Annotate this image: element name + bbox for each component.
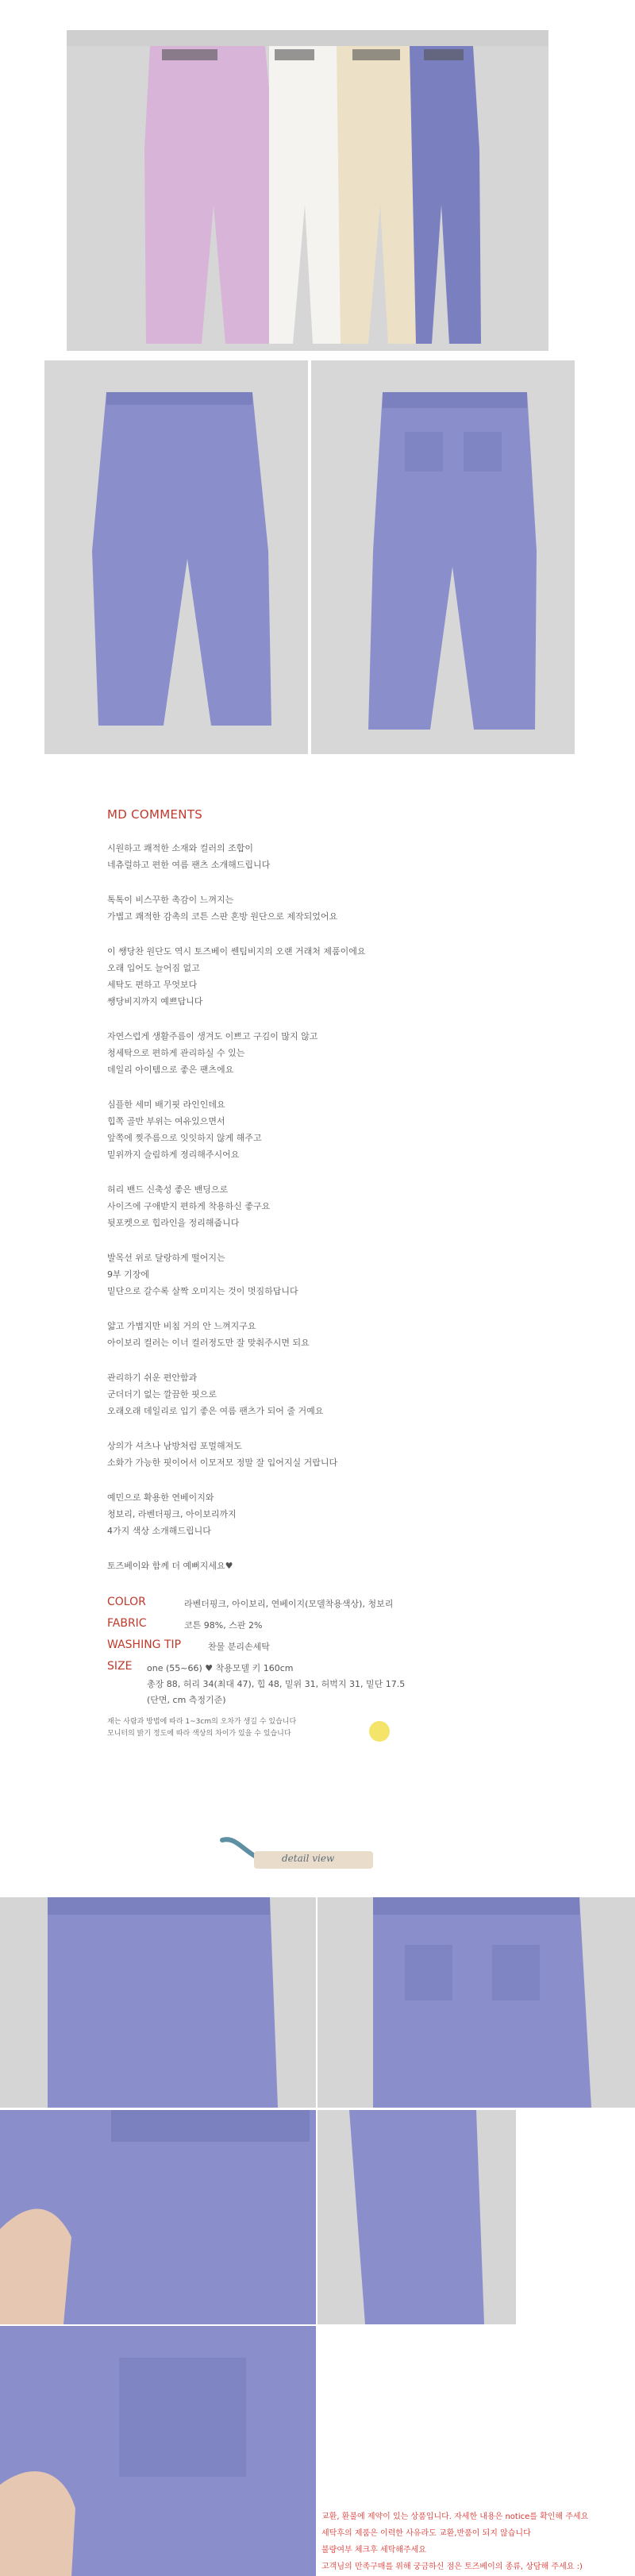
care-line: 교환, 환불에 제약이 있는 상품입니다. 자세한 내용은 notice를 확인해 주세요 <box>321 2512 589 2521</box>
md-paragraph: 허리 밴드 신축성 좋은 밴딩으로 사이즈에 구애받지 편하게 착용하신 좋구요 뒷포켓으로 힙라인을 정리해줍니다 <box>107 1184 271 1228</box>
washing-tip-label: WASHING TIP <box>107 1638 182 1651</box>
photo-front-view <box>44 360 308 754</box>
detail-photo-fabric-hand <box>0 2110 316 2324</box>
md-paragraph: 관리하기 쉬운 편안함과 군더더기 없는 깔끔한 핏으로 오래오래 데일리로 입기 좋은 여름 팬츠가 되어 줄 거예요 <box>107 1373 324 1416</box>
size-note: 재는 사람과 방법에 따라 1~3cm의 오차가 생길 수 있습니다 <box>107 1718 297 1726</box>
md-paragraph: 토즈베이와 함께 더 예뻐지세요♥ <box>107 1561 233 1571</box>
md-paragraph: 자연스럽게 생활주름이 생겨도 이쁘고 구김이 많지 않고 청세탁으로 편하게 관리하실 수 있는 데일리 아이템으로 좋은 팬츠에요 <box>107 1031 318 1075</box>
md-paragraph: 상의가 셔츠나 남방처럼 포멀해져도 소화가 가능한 핏이어서 이모저모 정말 잘 입어지실 거랍니다 <box>107 1441 338 1468</box>
size-line: one (55~66) ♥ 착용모델 키 160cm <box>147 1663 294 1673</box>
size-line: 총장 88, 허리 34(최대 47), 힙 48, 밑위 31, 허벅지 31, 밑단 17.5 <box>147 1679 406 1689</box>
detail-photo-pocket-hand <box>0 2326 316 2576</box>
detail-photo-front-waist <box>0 1897 316 2108</box>
md-paragraph: 발목선 위로 달랑하게 떨어지는 9부 기장에 밑단으로 갈수록 살짝 오미지는 것이 멋짐하답니다 <box>107 1253 298 1296</box>
md-paragraph: 이 쌩당찬 원단도 역시 토즈베이 쎈팀비지의 오랜 거래처 제품이에요 오래 입어도 늘어짐 없고 세탁도 편하고 무엇보다 쌩당비지까지 예쁘답니다 <box>107 946 366 1007</box>
fabric-value: 코튼 98%, 스판 2% <box>184 1620 263 1631</box>
color-note: 모니터의 밝기 정도에 따라 색상의 차이가 있을 수 있습니다 <box>107 1730 291 1738</box>
size-line: (단면, cm 측정기준) <box>147 1695 226 1705</box>
detail-view-label: detail view <box>282 1853 335 1864</box>
washing-tip-value: 찬물 분리손세탁 <box>208 1642 270 1652</box>
care-line: 세탁후의 제품은 이력한 사유라도 교환,반품이 되지 않습니다 <box>321 2529 531 2538</box>
color-value: 라벤더핑크, 아이보리, 연베이지(모델착용색상), 청보리 <box>184 1599 394 1609</box>
care-line: 고객님의 만족구매를 위해 궁금하신 점은 토즈베이의 종류, 상담해 주세요 :) <box>321 2563 583 2571</box>
detail-photo-leg-hem <box>318 2110 516 2324</box>
color-label: COLOR <box>107 1596 146 1608</box>
photo-four-colors <box>67 30 548 351</box>
photo-back-view <box>311 360 575 754</box>
detail-view-badge <box>214 1834 381 1873</box>
care-notice <box>321 2509 633 2575</box>
md-comments-title: MD COMMENTS <box>107 807 203 822</box>
md-comments-body <box>107 840 552 1592</box>
md-paragraph: 톡톡이 비스꾸한 촉감이 느껴지는 가볍고 쾌적한 감촉의 코튼 스판 혼방 원단으로 제작되었어요 <box>107 895 338 922</box>
md-paragraph: 예민으로 확용한 연베이지와 청보리, 라벤더핑크, 아이보리까지 4가지 색상 소개해드립니다 <box>107 1492 237 1536</box>
care-line: 불량여부 체크후 세탁해주세요 <box>321 2546 426 2555</box>
md-paragraph: 얇고 가볍지만 비침 거의 안 느껴지구요 아이보리 컬러는 이너 컬러정도만 잘 맞춰주시면 되요 <box>107 1321 310 1348</box>
highlight-dot <box>369 1721 390 1742</box>
md-paragraph: 시원하고 쾌적한 소재와 컬러의 조합이 네츄럴하고 편한 여름 팬츠 소개해드립니다 <box>107 843 271 870</box>
fabric-label: FABRIC <box>107 1617 147 1630</box>
md-paragraph: 심플한 세미 배기핏 라인인데요 힙쪽 골반 부위는 여유있으면서 앞쪽에 찢주름으로 잇잇하지 않게 해주고 밑위까지 슬림하게 정리해주시어요 <box>107 1099 262 1160</box>
size-label: SIZE <box>107 1660 133 1673</box>
detail-photo-back-pockets <box>318 1897 635 2108</box>
